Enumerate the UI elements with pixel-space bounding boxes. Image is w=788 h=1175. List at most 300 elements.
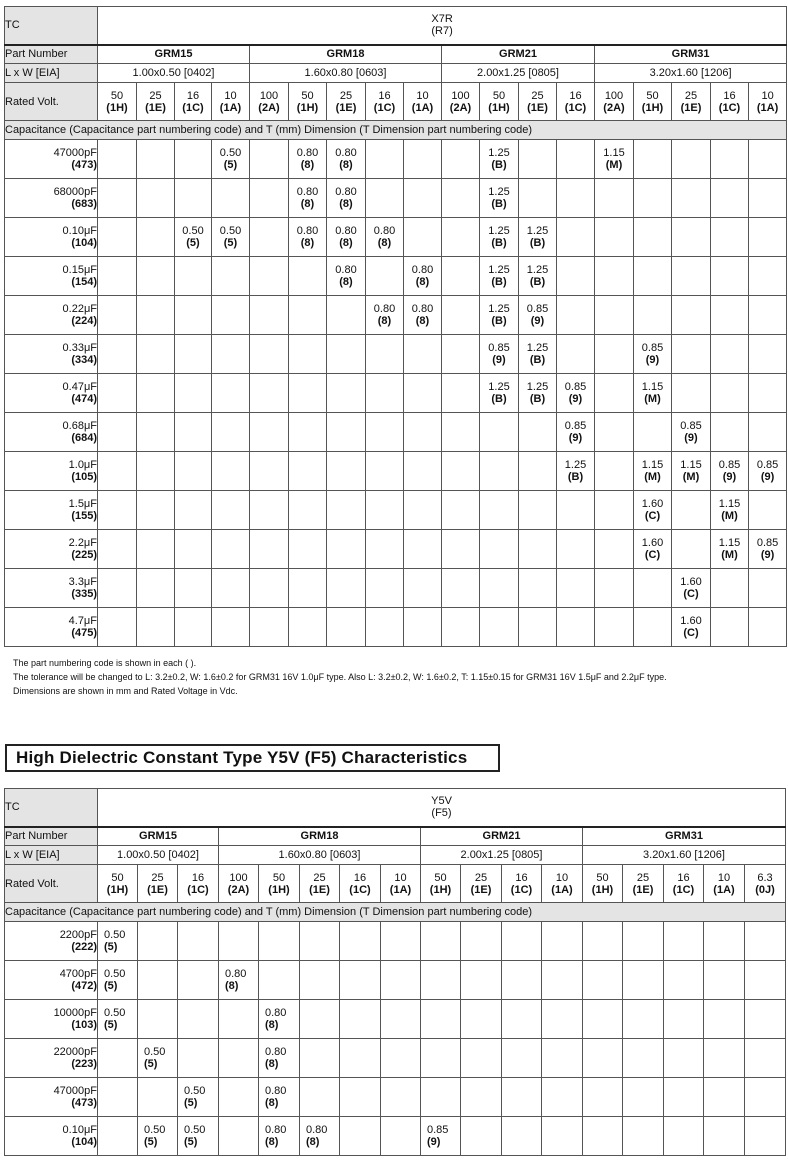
capacitance-code: (222) xyxy=(71,941,97,953)
dimension-cell xyxy=(178,922,219,961)
dimension-cell xyxy=(178,1078,219,1117)
dimension-cell xyxy=(745,1039,786,1078)
thickness-value: 0.85 xyxy=(718,459,741,471)
dimension-cell xyxy=(672,491,711,530)
thickness-code: (9) xyxy=(492,354,506,366)
capacitance-code: (105) xyxy=(71,471,97,483)
dimension-cell xyxy=(98,1000,138,1039)
dimension-cell xyxy=(219,1000,259,1039)
capacitance-title: Capacitance (Capacitance part numbering code) and T (mm) Dimension (T Dimension part numbering code) xyxy=(5,903,786,922)
dimension-cell xyxy=(404,413,442,452)
dimension-cell xyxy=(519,296,557,335)
thickness-value: 1.60 xyxy=(641,498,664,510)
thickness-code: (5) xyxy=(104,980,118,992)
dimension-cell xyxy=(98,1039,138,1078)
dimension-cell xyxy=(595,218,634,257)
dimension-cell xyxy=(175,296,212,335)
note-3: Dimensions are shown in mm and Rated Voltage in Vdc. xyxy=(13,686,238,696)
voltage-code: (1E) xyxy=(470,883,492,896)
dimension-cell xyxy=(749,257,787,296)
thickness-code: (8) xyxy=(265,1136,279,1148)
dimension-cell xyxy=(175,413,212,452)
dimension-cell xyxy=(623,1117,664,1156)
table-row xyxy=(5,1039,786,1078)
thickness-value: 0.80 xyxy=(265,1007,287,1019)
dimension-cell xyxy=(404,335,442,374)
dimension-cell xyxy=(366,335,404,374)
dimension-cell xyxy=(634,179,672,218)
thickness-value: 0.85 xyxy=(564,381,587,393)
thickness-code: (5) xyxy=(144,1058,158,1070)
dimension-cell xyxy=(711,374,749,413)
dimension-cell xyxy=(583,1078,623,1117)
dimension-cell xyxy=(595,569,634,608)
thickness-code: (9) xyxy=(568,393,583,405)
dimension-cell xyxy=(595,374,634,413)
dimension-cell xyxy=(519,218,557,257)
voltage-value: 25 xyxy=(531,89,544,102)
dimension-cell xyxy=(704,1000,745,1039)
voltage-value: 50 xyxy=(492,89,506,102)
capacitance-cell xyxy=(5,452,98,491)
dimension-cell xyxy=(289,335,327,374)
dimension-cell xyxy=(745,961,786,1000)
dimension-cell xyxy=(175,569,212,608)
voltage-cell xyxy=(381,865,421,903)
dimension-cell xyxy=(327,452,366,491)
voltage-value: 16 xyxy=(191,871,205,884)
voltage-code: (1C) xyxy=(510,883,533,896)
voltage-cell xyxy=(519,83,557,121)
series-name: GRM31 xyxy=(595,45,787,64)
thickness-value: 1.15 xyxy=(718,498,741,510)
thickness-code: (8) xyxy=(265,1058,279,1070)
dimension-cell xyxy=(366,179,404,218)
thickness-code: (C) xyxy=(644,549,661,561)
dimension-cell xyxy=(366,413,404,452)
dimension-cell xyxy=(219,961,259,1000)
dimension-cell xyxy=(745,922,786,961)
dimension-cell xyxy=(634,257,672,296)
dimension-cell xyxy=(672,257,711,296)
voltage-code: (1E) xyxy=(680,101,702,114)
thickness-code: (5) xyxy=(184,1097,198,1109)
thickness-code: (5) xyxy=(104,1019,118,1031)
thickness-value: 0.50 xyxy=(104,929,126,941)
dimension-cell xyxy=(634,569,672,608)
voltage-value: 50 xyxy=(111,871,124,884)
table-row xyxy=(5,218,787,257)
thickness-code: (5) xyxy=(186,237,200,249)
dimension-cell xyxy=(98,140,137,179)
table-row xyxy=(5,530,787,569)
thickness-value: 1.25 xyxy=(526,342,549,354)
dimension-cell xyxy=(480,491,519,530)
dimension-cell xyxy=(664,922,704,961)
dimension-cell xyxy=(98,374,137,413)
voltage-code: (1E) xyxy=(147,883,168,896)
dimension-cell xyxy=(404,530,442,569)
dimension-cell xyxy=(250,569,289,608)
dimension-cell xyxy=(519,335,557,374)
dimension-cell xyxy=(634,608,672,647)
voltage-cell xyxy=(404,83,442,121)
dimension-cell xyxy=(672,140,711,179)
voltage-cell xyxy=(745,865,786,903)
thickness-value: 0.50 xyxy=(104,1007,126,1019)
dimension-cell xyxy=(366,452,404,491)
thickness-code: (M) xyxy=(644,393,661,405)
voltage-code: (2A) xyxy=(258,101,280,114)
dimension-cell xyxy=(212,452,250,491)
capacitance-code: (224) xyxy=(71,315,97,327)
dimension-cell xyxy=(259,1078,300,1117)
dimension-cell xyxy=(442,569,480,608)
capacitance-code: (335) xyxy=(71,588,97,600)
dimension-cell xyxy=(404,374,442,413)
thickness-value: 1.15 xyxy=(641,381,664,393)
capacitance-cell xyxy=(5,413,98,452)
voltage-code: (2A) xyxy=(227,883,250,896)
dimension-cell xyxy=(212,257,250,296)
dimension-cell xyxy=(542,1039,583,1078)
dimension-cell xyxy=(421,961,461,1000)
dimension-cell xyxy=(461,1117,502,1156)
voltage-value: 10 xyxy=(224,89,237,102)
dimension-cell xyxy=(502,1117,542,1156)
voltage-value: 25 xyxy=(313,871,326,884)
dimension-cell xyxy=(664,1039,704,1078)
dimension-cell xyxy=(300,1117,340,1156)
dimension-cell xyxy=(442,374,480,413)
dimension-cell xyxy=(442,179,480,218)
dimension-cell xyxy=(461,922,502,961)
voltage-code: (1A) xyxy=(219,101,242,114)
dimension-cell xyxy=(704,922,745,961)
table-row xyxy=(5,491,787,530)
thickness-code: (5) xyxy=(104,941,118,953)
dimension-cell xyxy=(289,608,327,647)
dimension-cell xyxy=(711,140,749,179)
capacitance-title: Capacitance (Capacitance part numbering code) and T (mm) Dimension (T Dimension part numbering code) xyxy=(5,121,787,140)
x7r-spec-table xyxy=(4,6,787,647)
voltage-code: (1E) xyxy=(145,101,166,114)
series-name: GRM31 xyxy=(583,827,786,846)
capacitance-value: 0.10μF xyxy=(62,225,97,237)
dimension-cell xyxy=(461,1078,502,1117)
voltage-value: 100 xyxy=(259,89,279,102)
series-name: GRM18 xyxy=(250,45,442,64)
thickness-code: (9) xyxy=(530,315,545,327)
voltage-cell xyxy=(259,865,300,903)
dimension-cell xyxy=(623,1078,664,1117)
dimension-cell xyxy=(175,374,212,413)
dimension-cell xyxy=(137,491,175,530)
thickness-code: (M) xyxy=(721,549,738,561)
voltage-code: (1H) xyxy=(429,883,452,896)
dimension-cell xyxy=(595,335,634,374)
dimension-cell xyxy=(404,257,442,296)
dimension-cell xyxy=(212,218,250,257)
dimension-cell xyxy=(327,218,366,257)
thickness-value: 0.80 xyxy=(265,1085,287,1097)
dimension-cell xyxy=(502,922,542,961)
voltage-code: (1C) xyxy=(349,883,371,896)
thickness-value: 0.85 xyxy=(526,303,549,315)
dimension-cell xyxy=(381,961,421,1000)
dimension-cell xyxy=(327,569,366,608)
thickness-value: 0.80 xyxy=(335,147,357,159)
voltage-value: 50 xyxy=(596,871,609,884)
dimension-cell xyxy=(381,1117,421,1156)
dimension-cell xyxy=(175,530,212,569)
voltage-value: 10 xyxy=(761,89,774,102)
dimension-cell xyxy=(340,1117,381,1156)
dimension-cell xyxy=(289,179,327,218)
dimension-cell xyxy=(327,530,366,569)
dimension-cell xyxy=(137,530,175,569)
dimension-cell xyxy=(595,179,634,218)
dimension-cell xyxy=(327,413,366,452)
capacitance-value: 1.5μF xyxy=(68,498,97,510)
dimension-cell xyxy=(519,491,557,530)
dimension-cell xyxy=(672,218,711,257)
thickness-code: (M) xyxy=(605,159,623,171)
dimension-cell xyxy=(421,1117,461,1156)
dimension-cell xyxy=(583,922,623,961)
dimension-cell xyxy=(404,569,442,608)
voltage-cell xyxy=(212,83,250,121)
voltage-value: 25 xyxy=(684,89,698,102)
series-name: GRM15 xyxy=(98,45,250,64)
thickness-code: (8) xyxy=(415,315,430,327)
dimension-cell xyxy=(138,922,178,961)
dimension-cell xyxy=(442,608,480,647)
voltage-cell xyxy=(289,83,327,121)
voltage-value: 100 xyxy=(604,89,624,102)
dimension-cell xyxy=(634,374,672,413)
voltage-value: 6.3 xyxy=(757,871,773,884)
capacitance-cell xyxy=(5,1078,98,1117)
dimension-cell xyxy=(634,218,672,257)
dimension-cell xyxy=(137,608,175,647)
voltage-cell xyxy=(480,83,519,121)
table-row xyxy=(5,922,786,961)
thickness-code: (B) xyxy=(491,276,507,288)
dimension-cell xyxy=(519,179,557,218)
table-row xyxy=(5,452,787,491)
series-size: 2.00x1.25 [0805] xyxy=(421,846,583,865)
voltage-cell xyxy=(250,83,289,121)
voltage-code: (1C) xyxy=(182,101,204,114)
note-1: The part numbering code is shown in each ( ). xyxy=(13,658,197,668)
dimension-cell xyxy=(442,452,480,491)
size-label: L x W [EIA] xyxy=(5,846,98,865)
dimension-cell xyxy=(178,1117,219,1156)
dimension-cell xyxy=(672,335,711,374)
thickness-value: 0.80 xyxy=(296,225,319,237)
voltage-code: (2A) xyxy=(603,101,625,114)
tc-value-cell xyxy=(98,7,787,45)
thickness-code: (9) xyxy=(568,432,583,444)
dimension-cell xyxy=(442,413,480,452)
dimension-cell xyxy=(327,608,366,647)
dimension-cell xyxy=(300,922,340,961)
dimension-cell xyxy=(404,491,442,530)
voltage-cell xyxy=(672,83,711,121)
voltage-cell xyxy=(502,865,542,903)
voltage-value: 25 xyxy=(636,871,650,884)
voltage-code: (1A) xyxy=(411,101,434,114)
thickness-code: (9) xyxy=(645,354,660,366)
dimension-cell xyxy=(289,530,327,569)
dimension-cell xyxy=(749,413,787,452)
thickness-code: (B) xyxy=(529,237,546,249)
dimension-cell xyxy=(219,1117,259,1156)
voltage-value: 10 xyxy=(416,89,429,102)
series-size: 3.20x1.60 [1206] xyxy=(583,846,786,865)
thickness-value: 0.50 xyxy=(144,1124,166,1136)
capacitance-code: (104) xyxy=(71,237,97,249)
dimension-cell xyxy=(557,413,595,452)
part-number-row xyxy=(5,827,786,846)
thickness-code: (8) xyxy=(225,980,239,992)
thickness-code: (C) xyxy=(644,510,661,522)
dimension-cell xyxy=(381,922,421,961)
voltage-code: (1H) xyxy=(641,101,664,114)
dimension-cell xyxy=(502,1039,542,1078)
dimension-cell xyxy=(366,374,404,413)
dimension-cell xyxy=(366,608,404,647)
dimension-cell xyxy=(711,335,749,374)
table-row xyxy=(5,335,787,374)
dimension-cell xyxy=(289,374,327,413)
dimension-cell xyxy=(557,374,595,413)
thickness-code: (9) xyxy=(427,1136,441,1148)
capacitance-value: 1.0μF xyxy=(68,459,97,471)
dimension-cell xyxy=(250,491,289,530)
capacitance-value: 47000pF xyxy=(53,147,97,159)
thickness-value: 1.25 xyxy=(526,264,549,276)
dimension-cell xyxy=(327,335,366,374)
dimension-cell xyxy=(583,1000,623,1039)
capacitance-cell xyxy=(5,140,98,179)
dimension-cell xyxy=(289,140,327,179)
series-name: GRM18 xyxy=(219,827,421,846)
dimension-cell xyxy=(711,530,749,569)
table-row xyxy=(5,1078,786,1117)
dimension-cell xyxy=(340,1078,381,1117)
voltage-value: 16 xyxy=(723,89,736,102)
dimension-cell xyxy=(138,1117,178,1156)
thickness-value: 1.15 xyxy=(718,537,741,549)
thickness-value: 1.60 xyxy=(680,615,702,627)
dimension-cell xyxy=(583,1117,623,1156)
dimension-cell xyxy=(583,961,623,1000)
thickness-value: 0.85 xyxy=(564,420,587,432)
dimension-cell xyxy=(259,1000,300,1039)
dimension-cell xyxy=(672,608,711,647)
dimension-cell xyxy=(340,1039,381,1078)
tc-row xyxy=(5,789,786,827)
dimension-cell xyxy=(421,1078,461,1117)
capacitance-code: (154) xyxy=(71,276,97,288)
dimension-cell xyxy=(557,257,595,296)
thickness-code: (8) xyxy=(300,198,315,210)
thickness-code: (B) xyxy=(491,198,507,210)
dimension-cell xyxy=(175,452,212,491)
dimension-cell xyxy=(557,530,595,569)
capacitance-cell xyxy=(5,608,98,647)
dimension-cell xyxy=(664,1000,704,1039)
voltage-code: (1E) xyxy=(335,101,357,114)
dimension-cell xyxy=(480,452,519,491)
dimension-cell xyxy=(137,569,175,608)
capacitance-value: 2.2μF xyxy=(68,537,97,549)
capacitance-cell xyxy=(5,922,98,961)
dimension-cell xyxy=(98,257,137,296)
dimension-cell xyxy=(289,413,327,452)
dimension-cell xyxy=(557,335,595,374)
dimension-cell xyxy=(404,218,442,257)
thickness-value: 0.80 xyxy=(335,186,357,198)
dimension-cell xyxy=(672,569,711,608)
tc-label: TC xyxy=(5,789,98,827)
dimension-cell xyxy=(672,530,711,569)
dimension-cell xyxy=(595,413,634,452)
section-heading: High Dielectric Constant Type Y5V (F5) Characteristics xyxy=(5,744,500,772)
dimension-cell xyxy=(404,179,442,218)
capacitance-cell xyxy=(5,569,98,608)
dimension-cell xyxy=(480,179,519,218)
table-row xyxy=(5,413,787,452)
dimension-cell xyxy=(259,1117,300,1156)
dimension-cell xyxy=(519,530,557,569)
dimension-cell xyxy=(623,922,664,961)
dimension-cell xyxy=(175,218,212,257)
thickness-value: 1.25 xyxy=(488,225,510,237)
capacitance-code: (223) xyxy=(71,1058,97,1070)
voltage-cell xyxy=(175,83,212,121)
dimension-cell xyxy=(175,335,212,374)
dimension-cell xyxy=(340,961,381,1000)
dimension-cell xyxy=(250,179,289,218)
capacitance-value: 0.15μF xyxy=(62,264,97,276)
dimension-cell xyxy=(672,374,711,413)
dimension-cell xyxy=(595,296,634,335)
table-row xyxy=(5,257,787,296)
thickness-value: 0.50 xyxy=(104,968,126,980)
table-row xyxy=(5,296,787,335)
voltage-value: 100 xyxy=(229,871,248,884)
dimension-cell xyxy=(749,296,787,335)
thickness-value: 0.85 xyxy=(756,459,779,471)
capacitance-code: (334) xyxy=(71,354,97,366)
dimension-cell xyxy=(711,218,749,257)
dimension-cell xyxy=(138,1078,178,1117)
dimension-cell xyxy=(98,961,138,1000)
dimension-cell xyxy=(98,608,137,647)
thickness-code: (8) xyxy=(415,276,430,288)
dimension-cell xyxy=(749,491,787,530)
dimension-cell xyxy=(664,1117,704,1156)
voltage-cell xyxy=(704,865,745,903)
voltage-cell xyxy=(442,83,480,121)
thickness-value: 0.85 xyxy=(756,537,779,549)
dimension-cell xyxy=(519,569,557,608)
dimension-cell xyxy=(480,530,519,569)
dimension-cell xyxy=(480,608,519,647)
